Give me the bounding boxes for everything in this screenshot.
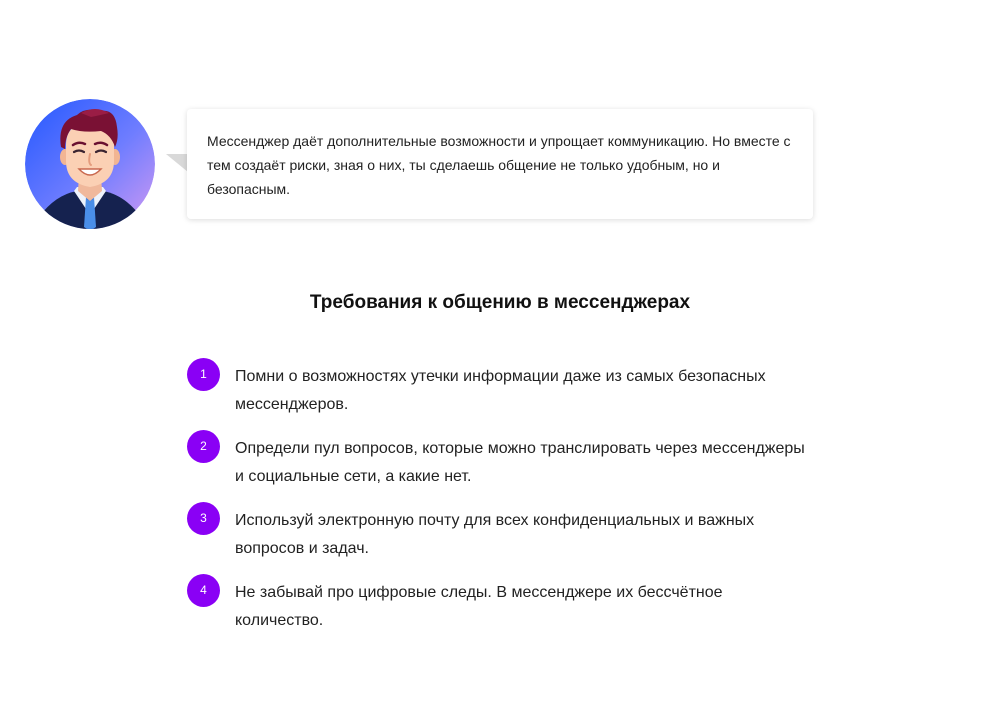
step-number-badge: 1 — [187, 358, 220, 391]
step-number-badge: 2 — [187, 430, 220, 463]
requirement-text: Помни о возможностях утечки информации даже из самых безопасных мессенджеров. — [235, 368, 766, 413]
speech-bubble — [187, 109, 813, 219]
step-number-badge: 4 — [187, 574, 220, 607]
speech-bubble-tail — [166, 154, 188, 172]
requirement-text: Определи пул вопросов, которые можно транслировать через мессенджеры и социальные сети, а какие нет. — [235, 440, 805, 485]
requirement-text: Не забывай про цифровые следы. В мессенджере их бессчётное количество. — [235, 584, 723, 629]
section-title: Требования к общению в мессенджерах — [309, 292, 691, 313]
requirement-text: Используй электронную почту для всех конфиденциальных и важных вопросов и задач. — [235, 512, 755, 557]
list-item — [187, 574, 807, 646]
list-item — [187, 358, 807, 430]
list-item — [187, 502, 807, 574]
step-number-badge: 3 — [187, 502, 220, 535]
requirements-list — [187, 358, 807, 646]
businessman-avatar-icon — [25, 99, 155, 229]
list-item — [187, 430, 807, 502]
intro-text: Мессенджер даёт дополнительные возможности и упрощает коммуникацию. Но вместе с тем создаёт риски, зная о них, ты сделаешь общение не только удобным, но и безопасным. — [207, 133, 791, 197]
